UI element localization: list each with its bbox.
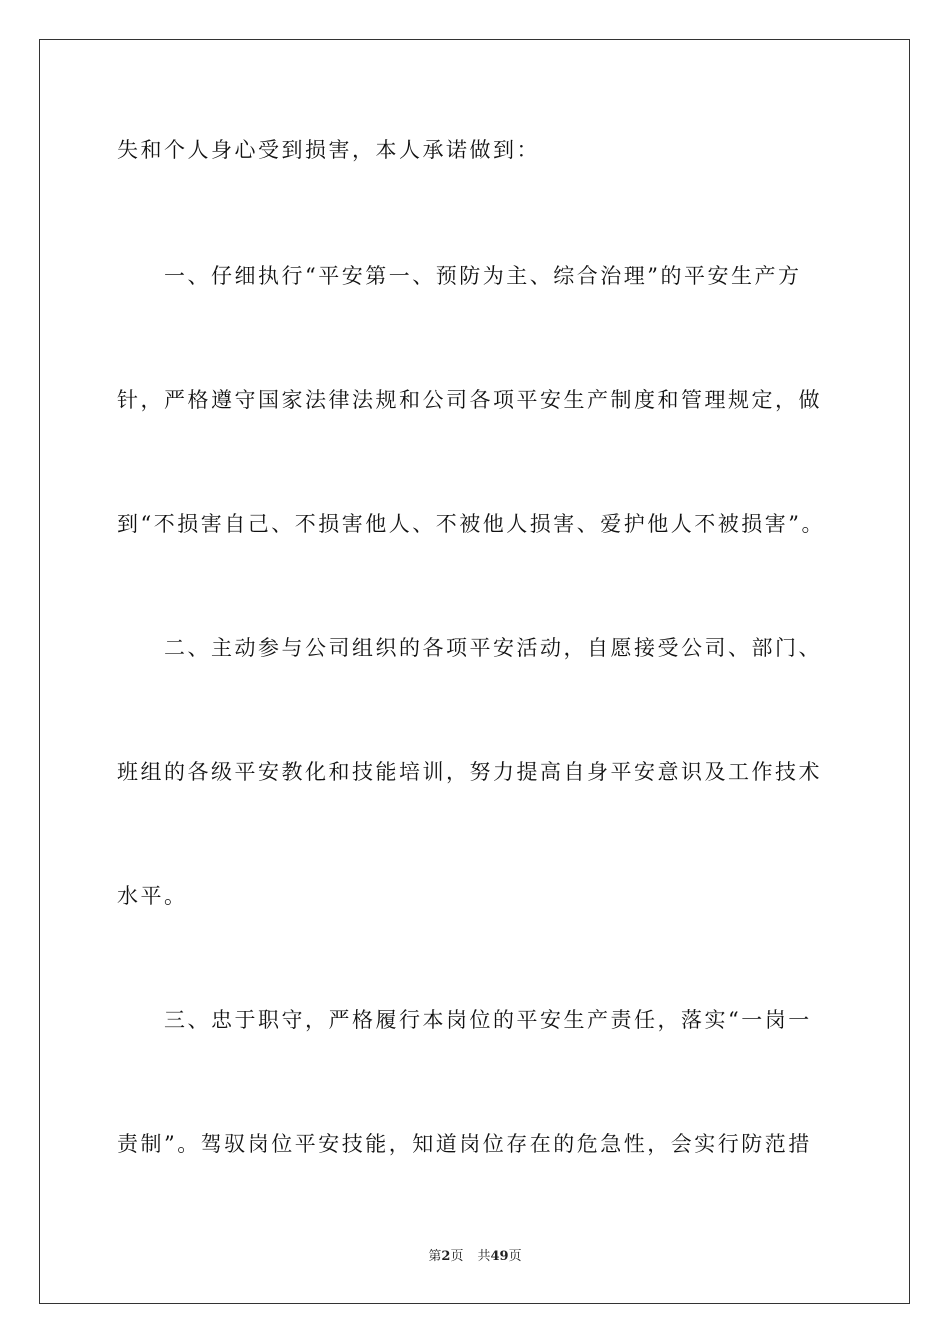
total-pages: 49 (490, 1249, 509, 1264)
page-suffix: 页 (450, 1249, 464, 1264)
text-line-4: 到“不损害自己、不损害他人、不被他人损害、爱护他人不被损害”。 (117, 512, 825, 536)
text-line-7: 水平。 (117, 884, 188, 908)
page-frame (39, 39, 910, 1304)
total-suffix: 页 (508, 1249, 522, 1264)
text-line-1: 失和个人身心受到损害，本人承诺做到： (117, 138, 540, 162)
page-number: 2 (441, 1249, 451, 1264)
text-line-3: 针，严格遵守国家法律法规和公司各项平安生产制度和管理规定，做 (117, 388, 822, 412)
text-line-6: 班组的各级平安教化和技能培训，努力提高自身平安意识及工作技术 (117, 760, 822, 784)
text-line-5: 二、主动参与公司组织的各项平安活动，自愿接受公司、部门、 (164, 636, 822, 660)
text-line-2: 一、仔细执行“平安第一、预防为主、综合治理”的平安生产方 (164, 264, 802, 288)
text-line-9: 责制”。驾驭岗位平安技能，知道岗位存在的危急性，会实行防范措 (117, 1132, 812, 1156)
text-line-8: 三、忠于职守，严格履行本岗位的平安生产责任，落实“一岗一 (164, 1008, 812, 1032)
total-prefix: 共 (477, 1249, 491, 1264)
page-footer (0, 1248, 950, 1266)
page-prefix: 第 (428, 1249, 442, 1264)
